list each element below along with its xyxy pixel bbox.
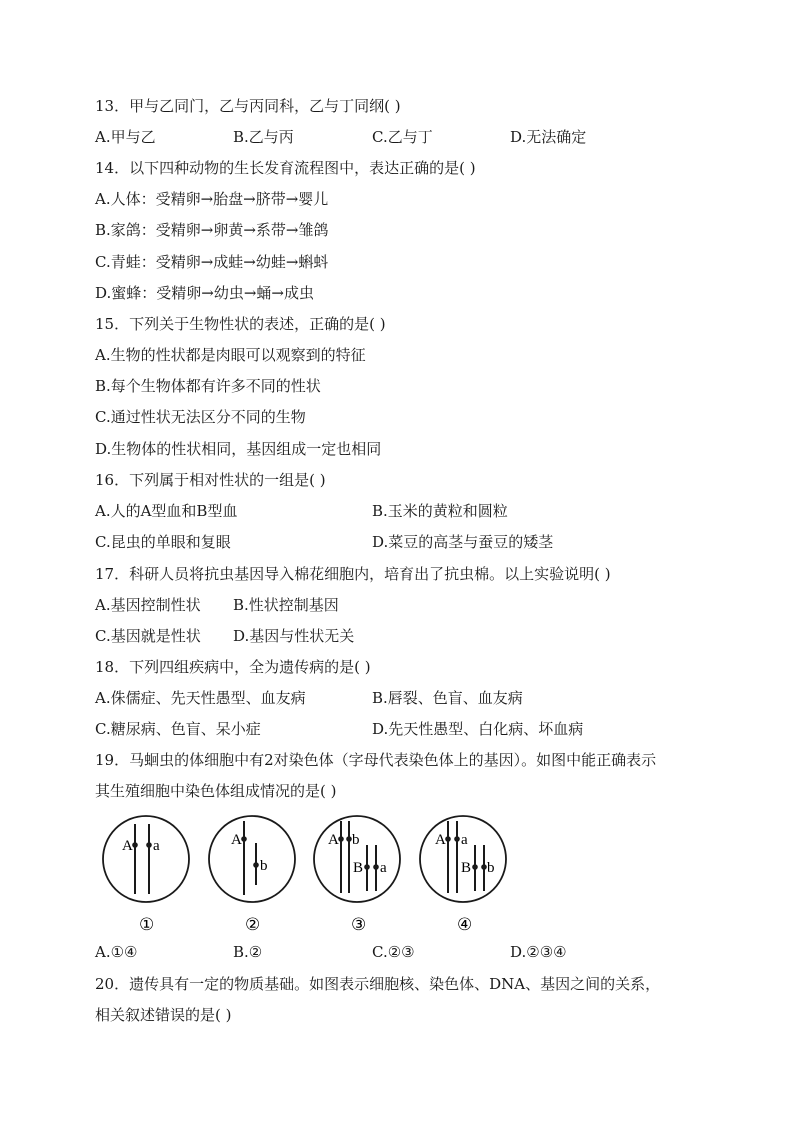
cell-3-gene-4: a <box>380 860 387 876</box>
cell-3-gene-1: A <box>328 832 339 848</box>
question-15-stem: 15．下列关于生物性状的表述，正确的是( ) <box>95 315 386 333</box>
question-13-option-a: A.甲与乙 <box>95 128 156 146</box>
question-15-option-b: B.每个生物体都有许多不同的性状 <box>95 377 321 395</box>
question-19-stem-line2: 其生殖细胞中染色体组成情况的是( ) <box>95 782 337 800</box>
question-18-option-a: A.侏儒症、先天性愚型、血友病 <box>95 689 306 707</box>
cell-1-gene-2: a <box>153 838 160 854</box>
question-14-stem: 14．以下四种动物的生长发育流程图中，表达正确的是( ) <box>95 159 476 177</box>
question-17-stem: 17．科研人员将抗虫基因导入棉花细胞内，培育出了抗虫棉。以上实验说明( ) <box>95 565 611 583</box>
question-19-option-a: A.①④ <box>95 943 138 961</box>
question-19-option-d: D.②③④ <box>510 943 567 961</box>
cell-3-gene-2: b <box>352 832 360 848</box>
question-17-option-c: C.基因就是性状 <box>95 627 201 645</box>
question-15-option-c: C.通过性状无法区分不同的生物 <box>95 408 306 426</box>
question-13-option-b: B.乙与丙 <box>233 128 294 146</box>
question-13-option-c: C.乙与丁 <box>372 128 433 146</box>
question-16-option-a: A.人的A型血和B型血 <box>95 502 238 520</box>
question-14-option-c: C.青蛙：受精卵→成蛙→幼蛙→蝌蚪 <box>95 253 329 271</box>
question-19-option-c: C.②③ <box>372 943 415 961</box>
question-13-stem: 13．甲与乙同门，乙与丙同科，乙与丁同纲( ) <box>95 97 401 115</box>
question-14-option-a: A.人体：受精卵→胎盘→脐带→婴儿 <box>95 190 329 208</box>
question-18-option-b: B.唇裂、色盲、血友病 <box>372 689 523 707</box>
question-16-option-d: D.菜豆的高茎与蚕豆的矮茎 <box>372 533 554 551</box>
question-19-stem-line1: 19．马蛔虫的体细胞中有2对染色体（字母代表染色体上的基因）。如图中能正确表示 <box>95 751 657 769</box>
cell-1-gene-1: A <box>122 838 133 854</box>
question-15-option-d: D.生物体的性状相同，基因组成一定也相同 <box>95 440 382 458</box>
cell-3 <box>314 816 400 934</box>
question-14-option-d: D.蜜蜂：受精卵→幼虫→蛹→成虫 <box>95 284 314 302</box>
cell-2-gene-2: b <box>260 858 268 874</box>
cell-2-gene-1: A <box>231 832 242 848</box>
chromosome-figure <box>95 815 515 937</box>
cell-4-gene-2: a <box>461 832 468 848</box>
question-14-option-b: B.家鸽：受精卵→卵黄→系带→雏鸽 <box>95 221 329 239</box>
question-16-option-c: C.昆虫的单眼和复眼 <box>95 533 231 551</box>
cell-4-gene-4: b <box>487 860 495 876</box>
question-16-stem: 16．下列属于相对性状的一组是( ) <box>95 471 326 489</box>
question-18-stem: 18．下列四组疾病中，全为遗传病的是( ) <box>95 658 371 676</box>
cell-2 <box>209 816 295 934</box>
cell-3-gene-3: B <box>353 860 364 876</box>
question-17-option-d: D.基因与性状无关 <box>233 627 355 645</box>
cell-4 <box>420 816 506 934</box>
cell-4-gene-3: B <box>461 860 472 876</box>
cell-1-label: ① <box>139 915 155 934</box>
question-19-option-b: B.② <box>233 943 263 961</box>
question-18-option-c: C.糖尿病、色盲、呆小症 <box>95 720 261 738</box>
question-20-stem-line1: 20．遗传具有一定的物质基础。如图表示细胞核、染色体、DNA、基因之间的关系， <box>95 975 661 993</box>
question-18-option-d: D.先天性愚型、白化病、坏血病 <box>372 720 584 738</box>
question-15-option-a: A.生物的性状都是肉眼可以观察到的特征 <box>95 346 366 364</box>
cell-4-label: ④ <box>457 915 473 934</box>
question-17-option-a: A.基因控制性状 <box>95 596 201 614</box>
cell-1 <box>103 816 189 934</box>
cell-3-label: ③ <box>351 915 367 934</box>
cell-4-gene-1: A <box>435 832 446 848</box>
cell-2-label: ② <box>245 915 261 934</box>
question-17-option-b: B.性状控制基因 <box>233 596 339 614</box>
question-20-stem-line2: 相关叙述错误的是( ) <box>95 1006 232 1024</box>
question-13-option-d: D.无法确定 <box>510 128 587 146</box>
question-16-option-b: B.玉米的黄粒和圆粒 <box>372 502 508 520</box>
